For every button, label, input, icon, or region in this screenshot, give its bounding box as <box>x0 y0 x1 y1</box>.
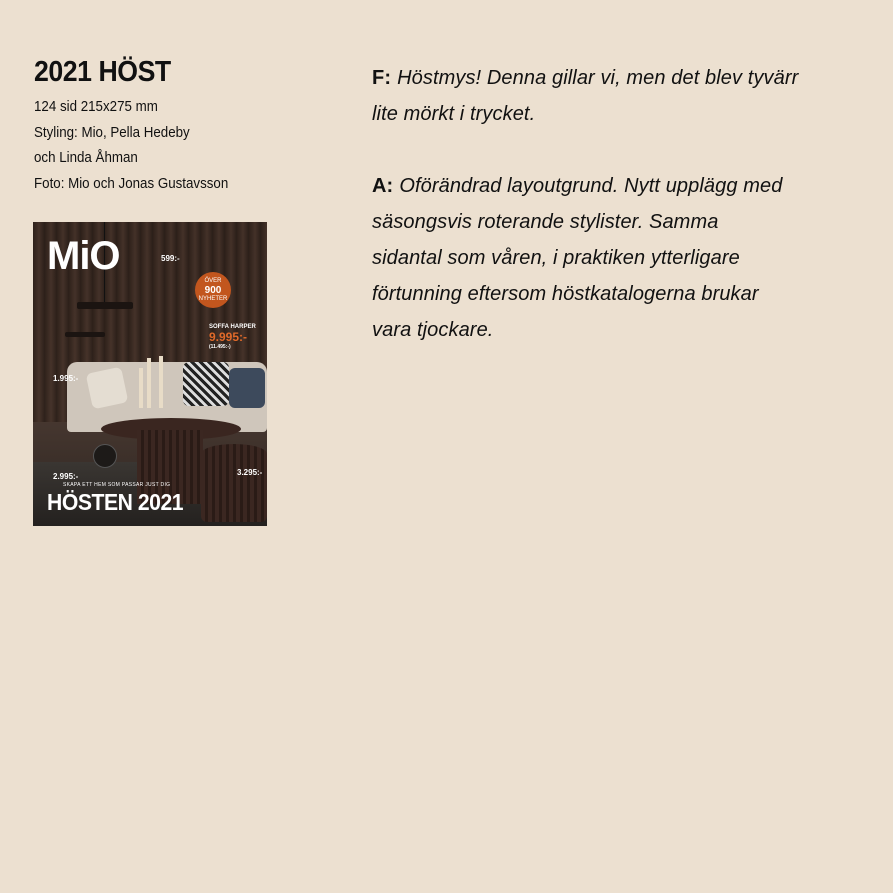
note-text: vara tjockare. <box>372 319 494 341</box>
badge-bottom: NYHETER <box>198 295 228 302</box>
note-text: sidantal som våren, i praktiken ytterligare <box>372 247 740 269</box>
catalog-info <box>34 55 334 197</box>
note-text: Höstmys! Denna gillar vi, men det blev tyvärr <box>397 67 799 89</box>
note-f <box>372 60 852 132</box>
catalog-meta <box>34 95 310 197</box>
note-text: lite mörkt i trycket. <box>372 103 536 125</box>
news-badge <box>195 272 231 308</box>
note-text: förtunning eftersom höstkatalogerna brukar <box>372 283 759 305</box>
meta-styling-cont: och Linda Åhman <box>34 150 138 166</box>
price-tag: 599:- <box>161 254 180 263</box>
commentary <box>372 60 852 384</box>
meta-styling: Styling: Mio, Pella Hedeby <box>34 124 190 141</box>
cover-tagline: SKAPA ETT HEM SOM PASSAR JUST DIG <box>63 482 171 488</box>
sofa-price: 9.995:- <box>209 330 248 344</box>
sofa-name: SOFFA HARPER <box>209 324 256 330</box>
note-label: A: <box>372 175 394 197</box>
cover-candle <box>139 368 143 408</box>
sofa-price-tag <box>209 324 256 351</box>
badge-top: ÖVER <box>204 277 222 284</box>
sofa-old-price: (11.495:-) <box>209 344 231 350</box>
meta-pages-size: 124 sid 215x275 mm <box>34 99 158 115</box>
cover-pillow-blue <box>229 368 265 408</box>
pendant-lamp <box>77 302 133 309</box>
cover-candle <box>147 358 151 408</box>
cover-side-table <box>201 444 267 522</box>
note-a <box>372 168 852 348</box>
price-tag: 3.295:- <box>237 468 263 477</box>
mio-logo: MiO <box>47 234 120 278</box>
cover-pillow <box>86 367 129 410</box>
badge-number: 900 <box>204 284 222 296</box>
cover-candle <box>159 356 163 408</box>
note-label: F: <box>372 67 392 89</box>
cover-circle-badge <box>93 444 117 468</box>
note-text: säsongsvis roterande stylister. Samma <box>372 211 719 233</box>
price-tag: 1.995:- <box>53 374 79 383</box>
note-text: Oförändrad layoutgrund. Nytt upplägg med <box>399 175 783 197</box>
price-tag: 2.995:- <box>53 472 79 481</box>
meta-photo: Foto: Mio och Jonas Gustavsson <box>34 175 229 192</box>
cover-pillow-pattern <box>183 362 229 406</box>
catalog-title: 2021 HÖST <box>34 56 171 88</box>
cover-season-title: HÖSTEN 2021 <box>47 489 184 515</box>
catalog-cover-image <box>33 222 267 526</box>
pendant-lamp-small <box>65 332 105 337</box>
